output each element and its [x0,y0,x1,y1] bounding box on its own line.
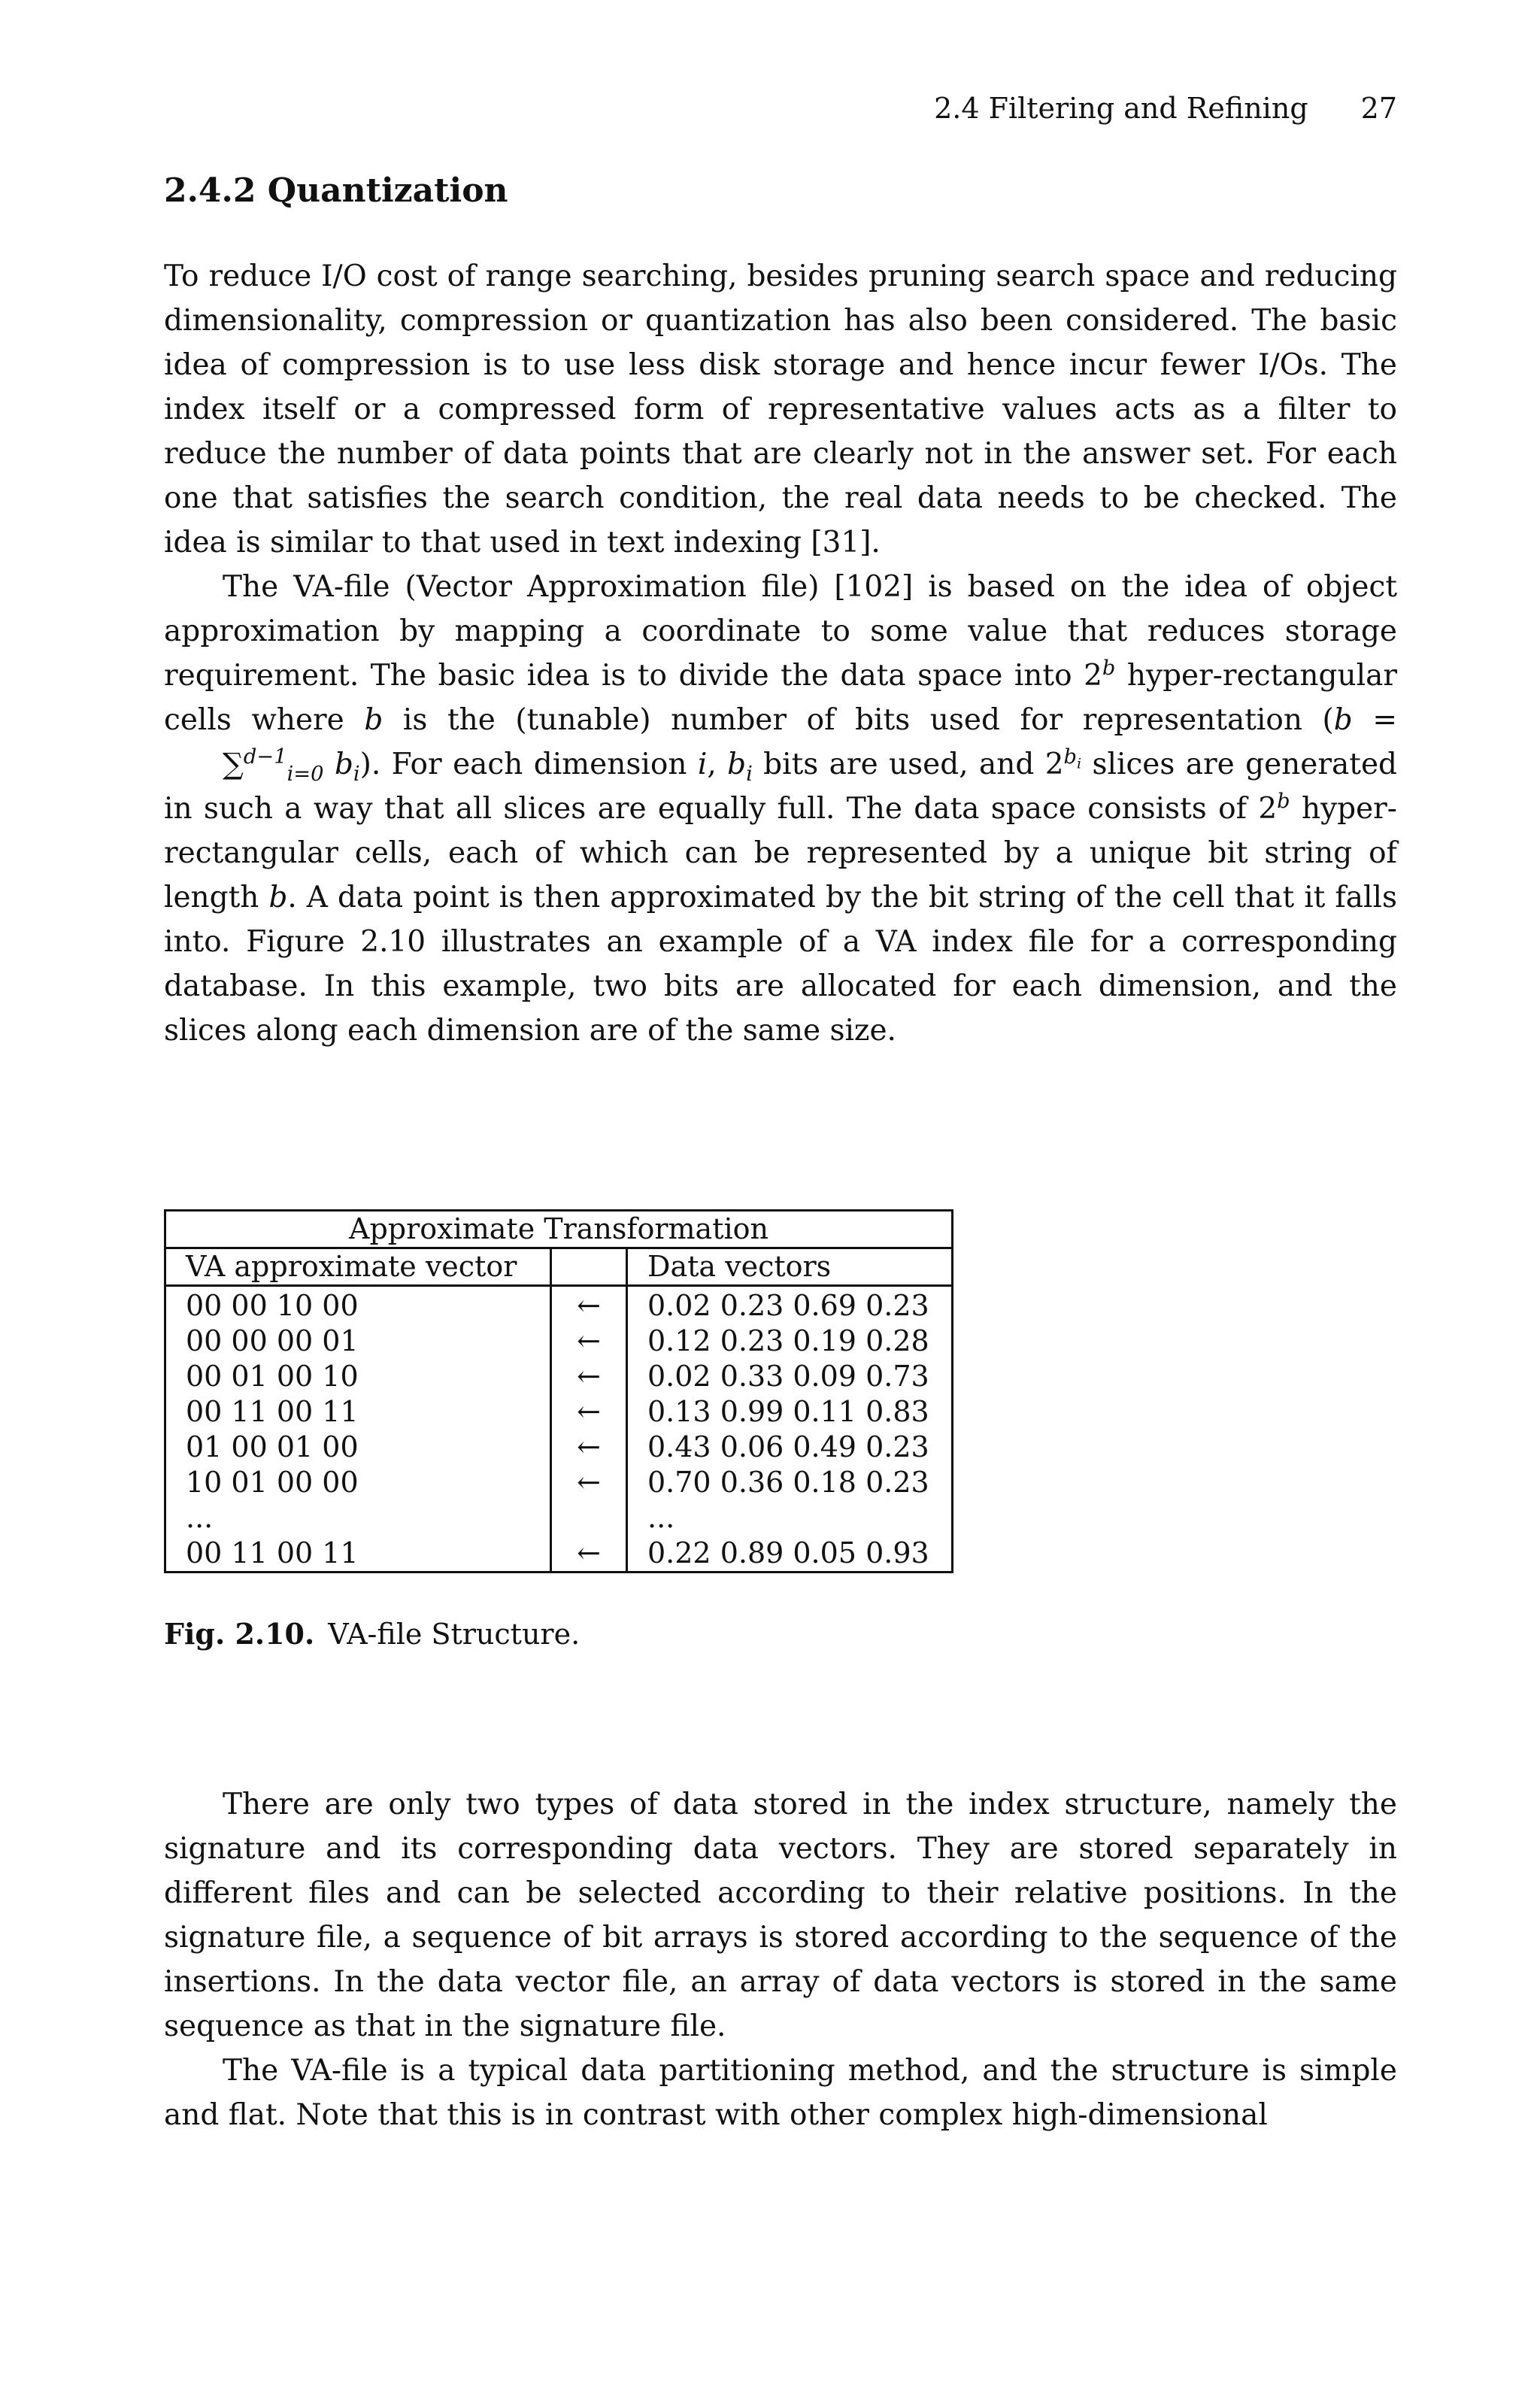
p2-text-a: The VA-file (Vector Approximation file) [102] is based on the idea of object approximation by mapping a coordinate to some value that reduces storage requirement. The basic idea is to divide the data space into 2 [164,570,1397,693]
col-header-data: Data vectors [627,1248,953,1286]
table-row [165,1536,953,1572]
page-header [164,92,1397,134]
data-cell: 0.13 0.99 0.11 0.83 [627,1394,953,1430]
math-b-1: b [364,703,383,737]
figure-caption [164,1617,580,1651]
col-header-arrow [551,1248,627,1286]
table-row [165,1465,953,1500]
math-bi-superscript [1063,745,1082,772]
p2-text-g: hyper-rectangular cells, each of which can be represented by a unique bit string of length [164,792,1397,914]
sigma-symbol: ∑ [223,748,244,781]
arrow-cell: ← [551,1430,627,1465]
p2-text-h: . A data point is then approximated by the bit string of the cell that it falls into. Figure 2.10 illustrates an example of a VA index file for a corresponding database. In this example, two bits are allocated for each dimension, and the slices along each dimension are of the same size. [164,881,1397,1048]
body-text-top [164,254,1397,1053]
va-cell: 00 00 10 00 [165,1286,551,1324]
math-i: i [697,748,708,781]
table-row [165,1430,953,1465]
sum-upper-limit: d−1 [243,745,287,769]
arrow-cell: ← [551,1359,627,1394]
va-cell: 00 00 00 01 [165,1324,551,1359]
va-cell: ... [165,1500,551,1536]
p2-text-b: hyper-rectangular cells where [164,659,1397,737]
math-b-superscript-1: b [1102,657,1116,680]
paragraph-1: To reduce I/O cost of range searching, besides pruning search space and reducing dimensionality, compression or quantization has also been considered. The basic idea of compression is to use less disk storage and hence incur fewer I/Os. The index itself or a compressed form of representative values acts as a filter to reduce the number of data points that are clearly not in the answer set. For each one that satisfies the search condition, the real data needs to be checked. The idea is similar to that used in text indexing [31]. [164,259,1397,560]
p2-text-c: is the (tunable) number of bits used for representation ( [383,703,1334,737]
va-cell: 00 11 00 11 [165,1536,551,1572]
paragraph-3: There are only two types of data stored in the index structure, namely the signature and its corresponding data vectors. They are stored separately in different files and can be selected according to their relative positions. In the signature file, a sequence of bit arrays is stored according to the sequence of the insertions. In the data vector file, an array of data vectors is stored in the same sequence as that in the signature file. [164,1788,1397,2043]
arrow-cell [551,1500,627,1536]
table-row [165,1286,953,1324]
data-cell: 0.02 0.33 0.09 0.73 [627,1359,953,1394]
section-heading: 2.4.2 Quantization [164,171,508,210]
data-cell: ... [627,1500,953,1536]
math-comma: , [707,748,728,781]
table-header-row [165,1248,953,1286]
running-title: 2.4 Filtering and Refining [934,92,1308,125]
paragraph-2 [164,565,1397,1053]
p2-text-f: slices are generated in such a way that all slices are equally full. The data space consists of 2 [164,748,1397,826]
math-bi-base-2: b [727,748,747,781]
va-cell: 01 00 01 00 [165,1430,551,1465]
va-cell: 00 11 00 11 [165,1394,551,1430]
math-bi-base-1: b [334,748,353,781]
figure-caption-text: VA-file Structure. [328,1618,581,1651]
va-file-table [164,1209,953,1573]
figure-label: Fig. 2.10. [164,1617,315,1651]
math-bi-sub-1: i [353,762,360,786]
math-bi-sup-sub: i [1077,754,1082,772]
data-cell: 0.70 0.36 0.18 0.23 [627,1465,953,1500]
math-bi-sub-2: i [746,762,753,786]
arrow-cell: ← [551,1536,627,1572]
va-cell: 00 01 00 10 [165,1359,551,1394]
arrow-cell: ← [551,1286,627,1324]
va-cell: 10 01 00 00 [165,1465,551,1500]
data-cell: 0.43 0.06 0.49 0.23 [627,1430,953,1465]
table-row [165,1500,953,1536]
table-row [165,1359,953,1394]
p2-text-e: bits are used, and 2 [752,748,1064,781]
math-equals: = [1352,703,1398,737]
math-bi-sup-base: b [1063,745,1078,769]
col-header-va: VA approximate vector [165,1248,551,1286]
arrow-cell: ← [551,1394,627,1430]
table-row [165,1394,953,1430]
page-number: 27 [1360,92,1397,125]
arrow-cell: ← [551,1324,627,1359]
math-b-eq: b [1333,703,1353,737]
body-text-bottom [164,1782,1397,2137]
math-b-2: b [268,881,288,914]
math-b-superscript-2: b [1277,790,1290,813]
p2-text-d: ). For each dimension [359,748,698,781]
table-title: Approximate Transformation [165,1211,953,1248]
data-cell: 0.22 0.89 0.05 0.93 [627,1536,953,1572]
sum-expression [164,742,324,787]
table-title-row [165,1211,953,1248]
paragraph-4: The VA-file is a typical data partitioning method, and the structure is simple and flat. Note that this is in contrast with other complex high-dimensional [164,2054,1397,2132]
data-cell: 0.02 0.23 0.69 0.23 [627,1286,953,1324]
table-row [165,1324,953,1359]
data-cell: 0.12 0.23 0.19 0.28 [627,1324,953,1359]
sum-lower-limit: i=0 [286,762,324,786]
arrow-cell: ← [551,1465,627,1500]
